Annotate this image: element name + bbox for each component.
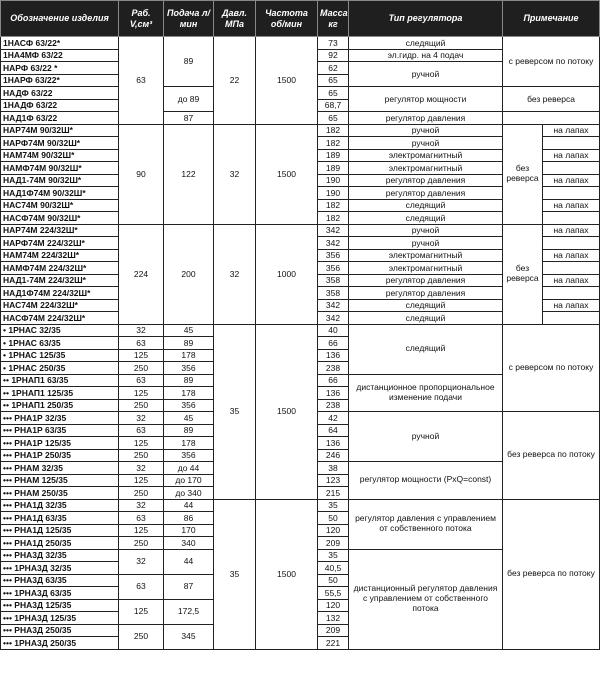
volume-cell: 250 xyxy=(119,537,164,550)
regulator-cell: следящий xyxy=(349,199,503,212)
side-note-cell: на лапах xyxy=(543,249,600,262)
flow-cell: 45 xyxy=(164,412,214,425)
product-name: НАР74М 224/32Ш* xyxy=(1,224,119,237)
product-name: НАД1-74М 90/32Ш* xyxy=(1,174,119,187)
product-name: НАД1Ф 63/22 xyxy=(1,112,119,125)
mass-cell: 182 xyxy=(318,199,349,212)
col-name-header: Обозначение изделия xyxy=(1,1,119,37)
mass-cell: 65 xyxy=(318,87,349,100)
mass-cell: 136 xyxy=(318,437,349,450)
volume-cell: 125 xyxy=(119,387,164,400)
col-pressure-header: Давл. МПа xyxy=(214,1,256,37)
product-name: ••• РНА1Д 250/35 xyxy=(1,537,119,550)
col-speed-header: Частота об/мин xyxy=(256,1,318,37)
col-regulator-header: Тип регулятора xyxy=(349,1,503,37)
regulator-cell: ручной xyxy=(349,62,503,87)
product-name: НАМ74М 90/32Ш* xyxy=(1,149,119,162)
flow-cell: 356 xyxy=(164,362,214,375)
product-name: ••• 1РНА3Д 32/35 xyxy=(1,562,119,575)
mass-cell: 42 xyxy=(318,412,349,425)
side-note-cell: на лапах xyxy=(543,224,600,237)
speed-cell: 1000 xyxy=(256,224,318,324)
regulator-cell: регулятор давления xyxy=(349,274,503,287)
mass-cell: 120 xyxy=(318,599,349,612)
side-note-cell xyxy=(543,237,600,250)
table-row xyxy=(1,37,600,50)
product-name: НАРФ74М 90/32Ш* xyxy=(1,137,119,150)
product-name: НАДФ 63/22 xyxy=(1,87,119,100)
note-cell: без реверса по потоку xyxy=(503,499,600,649)
volume-cell: 63 xyxy=(119,337,164,350)
regulator-cell: дистанционное пропорциональное изменение подачи xyxy=(349,374,503,412)
product-name: ••• РНАМ 250/35 xyxy=(1,487,119,500)
volume-cell: 63 xyxy=(119,374,164,387)
mass-cell: 73 xyxy=(318,37,349,50)
mass-cell: 221 xyxy=(318,637,349,650)
flow-cell: 89 xyxy=(164,374,214,387)
mass-cell: 342 xyxy=(318,224,349,237)
side-note-cell: на лапах xyxy=(543,299,600,312)
flow-cell: до 89 xyxy=(164,87,214,112)
product-name: 1НАДФ 63/22 xyxy=(1,99,119,112)
pressure-cell: 35 xyxy=(214,499,256,649)
header-row xyxy=(1,1,600,37)
note-cell: без реверса xyxy=(503,87,600,112)
mass-cell: 182 xyxy=(318,124,349,137)
flow-cell: 44 xyxy=(164,549,214,574)
note-cell: без реверса xyxy=(503,124,543,224)
mass-cell: 40,5 xyxy=(318,562,349,575)
mass-cell: 35 xyxy=(318,549,349,562)
flow-cell: 86 xyxy=(164,512,214,525)
product-name: НАД1Ф74М 90/32Ш* xyxy=(1,187,119,200)
mass-cell: 215 xyxy=(318,487,349,500)
mass-cell: 65 xyxy=(318,74,349,87)
volume-cell: 32 xyxy=(119,412,164,425)
flow-cell: 340 xyxy=(164,537,214,550)
table-row xyxy=(1,499,600,512)
volume-cell: 250 xyxy=(119,624,164,649)
regulator-cell: регулятор давления xyxy=(349,287,503,300)
product-name: НАСФ74М 90/32Ш* xyxy=(1,212,119,225)
regulator-cell: регулятор давления с управлением от собственного потока xyxy=(349,499,503,549)
mass-cell: 120 xyxy=(318,524,349,537)
note-cell: без реверса xyxy=(503,224,543,324)
volume-cell: 125 xyxy=(119,599,164,624)
product-name: 1НАСФ 63/22* xyxy=(1,37,119,50)
regulator-cell: электромагнитный xyxy=(349,249,503,262)
product-name: ••• РНА3Д 63/35 xyxy=(1,574,119,587)
regulator-cell: электромагнитный xyxy=(349,149,503,162)
volume-cell: 125 xyxy=(119,349,164,362)
product-name: • 1РНАС 250/35 xyxy=(1,362,119,375)
side-note-cell xyxy=(543,162,600,175)
product-name: ••• РНА1Д 63/35 xyxy=(1,512,119,525)
mass-cell: 182 xyxy=(318,137,349,150)
product-name: ••• РНА1Д 125/35 xyxy=(1,524,119,537)
mass-cell: 190 xyxy=(318,174,349,187)
mass-cell: 50 xyxy=(318,574,349,587)
note-cell: без реверса по потоку xyxy=(503,412,600,500)
mass-cell: 238 xyxy=(318,362,349,375)
side-note-cell xyxy=(543,312,600,325)
mass-cell: 66 xyxy=(318,337,349,350)
speed-cell: 1500 xyxy=(256,37,318,125)
volume-cell: 32 xyxy=(119,499,164,512)
col-note-header: Примечание xyxy=(503,1,600,37)
product-name: ••• РНА3Д 250/35 xyxy=(1,624,119,637)
regulator-cell: ручной xyxy=(349,412,503,462)
flow-cell: 345 xyxy=(164,624,214,649)
flow-cell: 87 xyxy=(164,574,214,599)
regulator-cell: ручной xyxy=(349,224,503,237)
regulator-cell: регулятор мощности xyxy=(349,87,503,112)
product-name: НАМФ74М 90/32Ш* xyxy=(1,162,119,175)
volume-cell: 250 xyxy=(119,449,164,462)
volume-cell: 250 xyxy=(119,362,164,375)
regulator-cell: ручной xyxy=(349,137,503,150)
product-name: • 1РНАС 63/35 xyxy=(1,337,119,350)
flow-cell: 178 xyxy=(164,437,214,450)
regulator-cell: регулятор давления xyxy=(349,112,503,125)
side-note-cell xyxy=(543,287,600,300)
volume-cell: 90 xyxy=(119,124,164,224)
note-cell xyxy=(503,112,600,125)
volume-cell: 125 xyxy=(119,524,164,537)
flow-cell: 172,5 xyxy=(164,599,214,624)
mass-cell: 66 xyxy=(318,374,349,387)
product-name: •• 1РНАП1 250/35 xyxy=(1,399,119,412)
side-note-cell xyxy=(543,212,600,225)
col-mass-header: Масса кг xyxy=(318,1,349,37)
side-note-cell: на лапах xyxy=(543,149,600,162)
product-name: ••• РНАМ 32/35 xyxy=(1,462,119,475)
regulator-cell: дистанционный регулятор давления с управлением от собственного потока xyxy=(349,549,503,649)
product-name: ••• 1РНА3Д 63/35 xyxy=(1,587,119,600)
side-note-cell: на лапах xyxy=(543,174,600,187)
flow-cell: до 170 xyxy=(164,474,214,487)
col-flow-header: Подача л/мин xyxy=(164,1,214,37)
volume-cell: 224 xyxy=(119,224,164,324)
note-cell: с реверсом по потоку xyxy=(503,37,600,87)
regulator-cell: следящий xyxy=(349,324,503,374)
product-name: ••• РНА1Р 32/35 xyxy=(1,412,119,425)
flow-cell: 170 xyxy=(164,524,214,537)
volume-cell: 250 xyxy=(119,487,164,500)
mass-cell: 358 xyxy=(318,274,349,287)
flow-cell: 89 xyxy=(164,337,214,350)
speed-cell: 1500 xyxy=(256,124,318,224)
regulator-cell: эл.гидр. на 4 подач xyxy=(349,49,503,62)
mass-cell: 342 xyxy=(318,312,349,325)
flow-cell: 89 xyxy=(164,424,214,437)
product-name: 1НА4МФ 63/22 xyxy=(1,49,119,62)
regulator-cell: ручной xyxy=(349,124,503,137)
side-note-cell xyxy=(543,262,600,275)
mass-cell: 50 xyxy=(318,512,349,525)
flow-cell: 44 xyxy=(164,499,214,512)
volume-cell: 125 xyxy=(119,437,164,450)
mass-cell: 209 xyxy=(318,537,349,550)
product-name: ••• РНА3Д 125/35 xyxy=(1,599,119,612)
mass-cell: 68,7 xyxy=(318,99,349,112)
pressure-cell: 32 xyxy=(214,124,256,224)
product-name: НАРФ 63/22 * xyxy=(1,62,119,75)
volume-cell: 63 xyxy=(119,37,164,125)
volume-cell: 63 xyxy=(119,424,164,437)
product-name: НАД1-74М 224/32Ш* xyxy=(1,274,119,287)
regulator-cell: электромагнитный xyxy=(349,162,503,175)
flow-cell: до 44 xyxy=(164,462,214,475)
col-volume-header: Раб. V,см³ xyxy=(119,1,164,37)
product-name: • 1РНАС 125/35 xyxy=(1,349,119,362)
regulator-cell: следящий xyxy=(349,299,503,312)
mass-cell: 55,5 xyxy=(318,587,349,600)
product-name: 1НАРФ 63/22* xyxy=(1,74,119,87)
mass-cell: 136 xyxy=(318,349,349,362)
flow-cell: 122 xyxy=(164,124,214,224)
mass-cell: 132 xyxy=(318,612,349,625)
side-note-cell xyxy=(543,137,600,150)
volume-cell: 125 xyxy=(119,474,164,487)
flow-cell: 178 xyxy=(164,387,214,400)
mass-cell: 358 xyxy=(318,287,349,300)
regulator-cell: регулятор давления xyxy=(349,174,503,187)
flow-cell: до 340 xyxy=(164,487,214,500)
volume-cell: 63 xyxy=(119,512,164,525)
volume-cell: 32 xyxy=(119,324,164,337)
mass-cell: 209 xyxy=(318,624,349,637)
mass-cell: 92 xyxy=(318,49,349,62)
mass-cell: 38 xyxy=(318,462,349,475)
regulator-cell: ручной xyxy=(349,237,503,250)
product-name: • 1РНАС 32/35 xyxy=(1,324,119,337)
side-note-cell: на лапах xyxy=(543,274,600,287)
volume-cell: 250 xyxy=(119,399,164,412)
mass-cell: 246 xyxy=(318,449,349,462)
regulator-cell: электромагнитный xyxy=(349,262,503,275)
volume-cell: 63 xyxy=(119,574,164,599)
product-name: НАС74М 224/32Ш* xyxy=(1,299,119,312)
mass-cell: 64 xyxy=(318,424,349,437)
product-name: НАРФ74М 224/32Ш* xyxy=(1,237,119,250)
speed-cell: 1500 xyxy=(256,324,318,499)
flow-cell: 356 xyxy=(164,449,214,462)
side-note-cell: на лапах xyxy=(543,199,600,212)
flow-cell: 356 xyxy=(164,399,214,412)
product-name: НАМФ74М 224/32Ш* xyxy=(1,262,119,275)
regulator-cell: регулятор мощности (PxQ=const) xyxy=(349,462,503,500)
note-cell: с реверсом по потоку xyxy=(503,324,600,412)
mass-cell: 189 xyxy=(318,149,349,162)
mass-cell: 356 xyxy=(318,249,349,262)
product-name: ••• РНАМ 125/35 xyxy=(1,474,119,487)
side-note-cell xyxy=(543,187,600,200)
product-name: ••• РНА1Р 63/35 xyxy=(1,424,119,437)
pressure-cell: 22 xyxy=(214,37,256,125)
flow-cell: 89 xyxy=(164,37,214,87)
mass-cell: 356 xyxy=(318,262,349,275)
regulator-cell: следящий xyxy=(349,212,503,225)
product-name: ••• 1РНА3Д 250/35 xyxy=(1,637,119,650)
product-name: •• 1РНАП1 125/35 xyxy=(1,387,119,400)
mass-cell: 238 xyxy=(318,399,349,412)
regulator-cell: регулятор давления xyxy=(349,187,503,200)
mass-cell: 40 xyxy=(318,324,349,337)
product-name: ••• РНА3Д 32/35 xyxy=(1,549,119,562)
pressure-cell: 35 xyxy=(214,324,256,499)
product-name: ••• РНА1Р 125/35 xyxy=(1,437,119,450)
volume-cell: 32 xyxy=(119,462,164,475)
product-name: НАС74М 90/32Ш* xyxy=(1,199,119,212)
mass-cell: 65 xyxy=(318,112,349,125)
product-name: НАР74М 90/32Ш* xyxy=(1,124,119,137)
flow-cell: 45 xyxy=(164,324,214,337)
product-name: НАМ74М 224/32Ш* xyxy=(1,249,119,262)
regulator-cell: следящий xyxy=(349,37,503,50)
mass-cell: 190 xyxy=(318,187,349,200)
volume-cell: 32 xyxy=(119,549,164,574)
product-name: НАСФ74М 224/32Ш* xyxy=(1,312,119,325)
mass-cell: 123 xyxy=(318,474,349,487)
flow-cell: 200 xyxy=(164,224,214,324)
mass-cell: 182 xyxy=(318,212,349,225)
side-note-cell: на лапах xyxy=(543,124,600,137)
mass-cell: 342 xyxy=(318,299,349,312)
flow-cell: 178 xyxy=(164,349,214,362)
mass-cell: 136 xyxy=(318,387,349,400)
speed-cell: 1500 xyxy=(256,499,318,649)
product-name: ••• 1РНА3Д 125/35 xyxy=(1,612,119,625)
mass-cell: 342 xyxy=(318,237,349,250)
product-name: НАД1Ф74М 224/32Ш* xyxy=(1,287,119,300)
regulator-cell: следящий xyxy=(349,312,503,325)
table-row xyxy=(1,124,600,137)
flow-cell: 87 xyxy=(164,112,214,125)
mass-cell: 189 xyxy=(318,162,349,175)
table-row xyxy=(1,224,600,237)
mass-cell: 35 xyxy=(318,499,349,512)
table-row xyxy=(1,324,600,337)
product-name: ••• РНА1Д 32/35 xyxy=(1,499,119,512)
product-name: •• 1РНАП1 63/35 xyxy=(1,374,119,387)
pressure-cell: 32 xyxy=(214,224,256,324)
product-name: ••• РНА1Р 250/35 xyxy=(1,449,119,462)
mass-cell: 62 xyxy=(318,62,349,75)
